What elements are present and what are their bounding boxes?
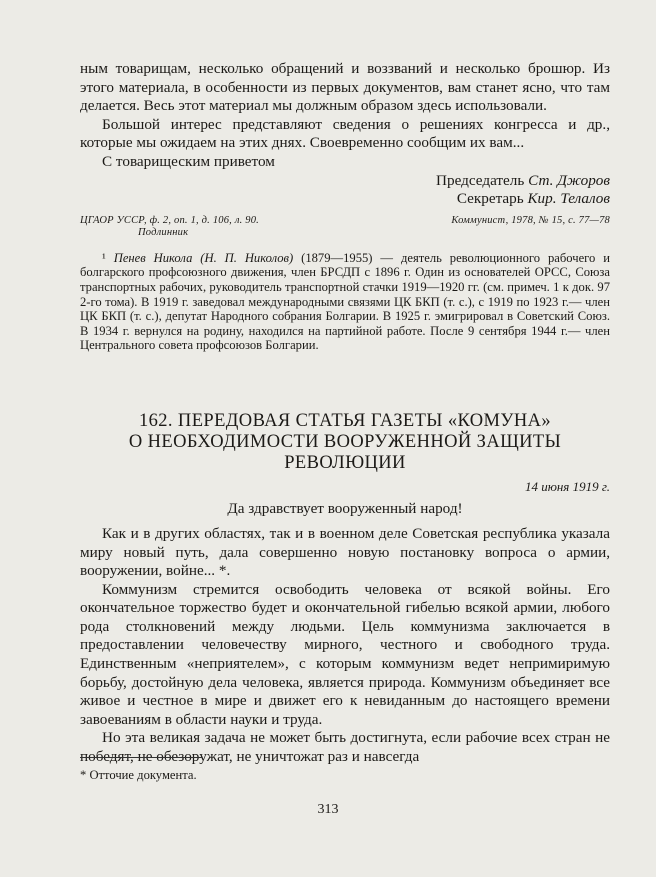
article-paragraph-1: Как и в других областях, так и в военном деле Советская республика указала миру новый путь, дала совершенно новую постановку вопроса о армии, вооружении, войне... *.: [80, 524, 610, 580]
signature-chairman-name: Ст. Джоров: [528, 171, 610, 189]
letter-paragraph-1: ным товарищам, несколько обращений и воззваний и несколько брошюр. Из этого материала, в особенности из первых документов, вам станет ясно, что там делается. Весь этот материал мы должным образом здесь использовали.: [80, 60, 610, 115]
article-paragraph-2: Коммунизм стремится освободить человека от всякой войны. Его окончательное торжество будет и окончательной гибелью всякой армии, любого рода столкновений между людьми. Цель коммунизма заключается в предоставлении человечеству мирного, честного и свободного труда. Единственным «неприятелем», с которым коммунизм ведет непримиримую борьбу, достойную дела человека, является природа. Коммунизм объединяет все живое и честное в мире и движет его к невиданным до настоящего времени завоеваниям в области науки и труда.: [80, 580, 610, 728]
signature-secretary-name: Кир. Телалов: [527, 190, 610, 208]
letter-greeting: С товарищеским приветом: [102, 152, 275, 170]
footnote-text: (1879—1955) — деятель революционного рабочего и болгарского профсоюзного движения, член БРСДП с 1896 г. Один из основателей ОРСС, Союза транспортных рабочих, руководитель транспортной стачки 1919—1920 гг. (см. примеч. 1 к док. 97 2-го тома). В 1919 г. заведовал международными связями ЦК БКП (т. с.), с 1919 по 1923 г.— член ЦК БКП (т. с.), депутат Народного собрания Болгарии. В 1925 г. эмигрировал в Советский Союз. В 1934 г. вернулся на родину, находился на партийной работе. После 9 сентября 1944 г.— член Центрального совета профсоюзов Болгарии.: [80, 250, 610, 353]
footnote-penev: [80, 251, 610, 353]
footnote-divider: [80, 757, 202, 758]
page-number: 313: [317, 802, 339, 817]
source-references: [80, 215, 610, 239]
footnote-person-name: Пенев Никола (Н. П. Николов): [113, 250, 294, 265]
document-slogan: Да здравствует вооруженный народ!: [227, 499, 463, 517]
document-title: [80, 411, 610, 474]
archive-source-line: ЦГАОР УССР, ф. 2, оп. 1, д. 106, л. 90.: [80, 214, 259, 226]
page-content: [80, 60, 610, 767]
document-title-line-1: 162. ПЕРЕДОВАЯ СТАТЬЯ ГАЗЕТЫ «КОМУНА»: [138, 410, 552, 431]
letter-paragraph-2: Большой интерес представляют сведения о решениях конгресса и др., которые мы ожидаем на этих днях. Своевременно сообщим их вам...: [80, 115, 610, 152]
article-paragraph-3: Но эта великая задача не может быть достигнута, если рабочие всех стран не победят, не обезоружат, не уничтожат раз и навсегда: [80, 729, 610, 766]
signature-chairman-role: Председатель: [436, 171, 525, 189]
archive-source: [80, 215, 259, 239]
signature-secretary: [80, 190, 610, 209]
footnote-marker: ¹: [102, 250, 106, 265]
publication-source: Коммунист, 1978, № 15, с. 77—78: [451, 214, 610, 226]
page-footnote: * Отточие документа.: [80, 768, 197, 782]
document-title-line-3: РЕВОЛЮЦИИ: [284, 452, 406, 473]
document-title-line-2: О НЕОБХОДИМОСТИ ВООРУЖЕННОЙ ЗАЩИТЫ: [128, 431, 562, 452]
document-date: 14 июня 1919 г.: [524, 478, 610, 494]
signature-secretary-role: Секретарь: [456, 190, 524, 208]
archive-source-type: Подлинник: [138, 226, 189, 238]
signature-chairman: [80, 172, 610, 191]
